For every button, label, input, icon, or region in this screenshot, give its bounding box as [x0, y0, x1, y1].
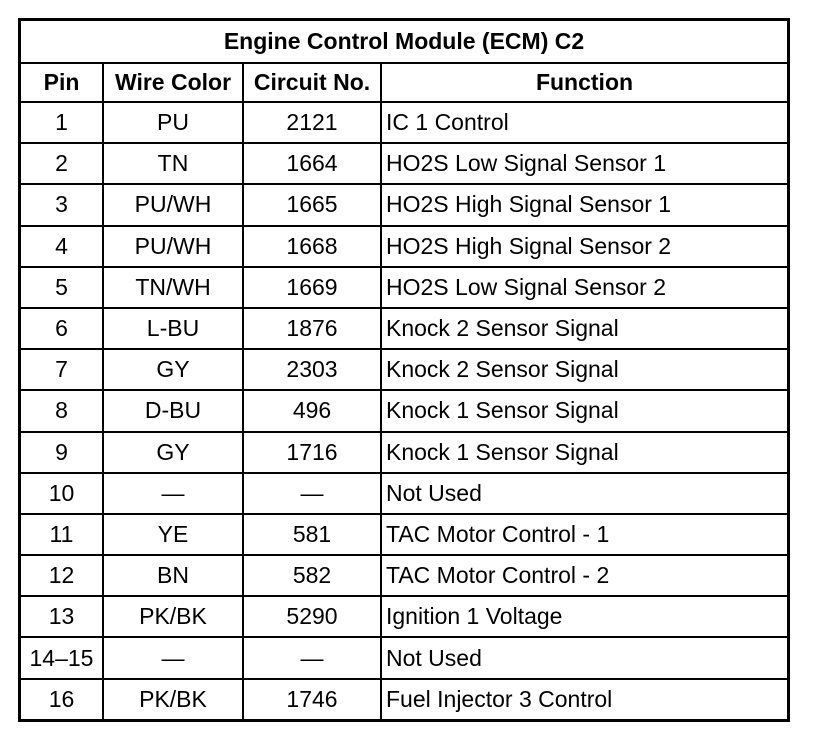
circuit-number-cell: 2121 [243, 102, 381, 143]
table-body [21, 102, 787, 719]
table-row [21, 432, 787, 473]
ecm-c2-pinout-table [21, 21, 787, 719]
pin-cell: 11 [21, 514, 103, 555]
table-row [21, 555, 787, 596]
wire-color-cell: PK/BK [103, 679, 243, 719]
pin-cell: 16 [21, 679, 103, 719]
function-cell: HO2S High Signal Sensor 2 [381, 226, 787, 267]
wire-color-cell: PK/BK [103, 596, 243, 637]
column-header-wire-color: Wire Color [103, 63, 243, 102]
function-cell: HO2S Low Signal Sensor 2 [381, 267, 787, 308]
circuit-number-cell: 582 [243, 555, 381, 596]
connector-table-frame [18, 18, 790, 722]
pin-cell: 2 [21, 143, 103, 184]
circuit-number-cell: 5290 [243, 596, 381, 637]
function-cell: Not Used [381, 637, 787, 678]
pin-cell: 13 [21, 596, 103, 637]
function-cell: Not Used [381, 473, 787, 514]
circuit-number-cell: 1876 [243, 308, 381, 349]
circuit-number-cell: 1746 [243, 679, 381, 719]
pin-cell: 1 [21, 102, 103, 143]
column-header-function: Function [381, 63, 787, 102]
circuit-number-cell: 1669 [243, 267, 381, 308]
circuit-number-cell: 1668 [243, 226, 381, 267]
table-row [21, 679, 787, 719]
wire-color-cell: PU/WH [103, 184, 243, 225]
table-row [21, 596, 787, 637]
pin-cell: 10 [21, 473, 103, 514]
pin-cell: 9 [21, 432, 103, 473]
function-cell: HO2S Low Signal Sensor 1 [381, 143, 787, 184]
circuit-number-cell: — [243, 637, 381, 678]
table-row [21, 514, 787, 555]
wire-color-cell: GY [103, 432, 243, 473]
function-cell: Fuel Injector 3 Control [381, 679, 787, 719]
table-row [21, 102, 787, 143]
circuit-number-cell: — [243, 473, 381, 514]
column-header-pin: Pin [21, 63, 103, 102]
column-header-circuit-no: Circuit No. [243, 63, 381, 102]
pin-cell: 6 [21, 308, 103, 349]
wire-color-cell: YE [103, 514, 243, 555]
circuit-number-cell: 1665 [243, 184, 381, 225]
circuit-number-cell: 1716 [243, 432, 381, 473]
function-cell: Knock 1 Sensor Signal [381, 432, 787, 473]
table-row [21, 184, 787, 225]
function-cell: Knock 1 Sensor Signal [381, 390, 787, 431]
header-row [21, 63, 787, 102]
wire-color-cell: PU/WH [103, 226, 243, 267]
wire-color-cell: — [103, 637, 243, 678]
wire-color-cell: BN [103, 555, 243, 596]
function-cell: HO2S High Signal Sensor 1 [381, 184, 787, 225]
table-row [21, 349, 787, 390]
table-title: Engine Control Module (ECM) C2 [21, 21, 787, 63]
function-cell: Knock 2 Sensor Signal [381, 308, 787, 349]
circuit-number-cell: 496 [243, 390, 381, 431]
pin-cell: 8 [21, 390, 103, 431]
pin-cell: 4 [21, 226, 103, 267]
title-row [21, 21, 787, 63]
pin-cell: 14–15 [21, 637, 103, 678]
function-cell: Ignition 1 Voltage [381, 596, 787, 637]
table-row [21, 637, 787, 678]
wire-color-cell: TN/WH [103, 267, 243, 308]
table-row [21, 473, 787, 514]
pin-cell: 5 [21, 267, 103, 308]
function-cell: Knock 2 Sensor Signal [381, 349, 787, 390]
wire-color-cell: PU [103, 102, 243, 143]
table-row [21, 143, 787, 184]
pin-cell: 12 [21, 555, 103, 596]
wire-color-cell: GY [103, 349, 243, 390]
wire-color-cell: — [103, 473, 243, 514]
function-cell: IC 1 Control [381, 102, 787, 143]
table-row [21, 308, 787, 349]
circuit-number-cell: 581 [243, 514, 381, 555]
function-cell: TAC Motor Control - 1 [381, 514, 787, 555]
table-row [21, 267, 787, 308]
pin-cell: 7 [21, 349, 103, 390]
wire-color-cell: L-BU [103, 308, 243, 349]
pin-cell: 3 [21, 184, 103, 225]
table-row [21, 226, 787, 267]
wire-color-cell: TN [103, 143, 243, 184]
wire-color-cell: D-BU [103, 390, 243, 431]
function-cell: TAC Motor Control - 2 [381, 555, 787, 596]
circuit-number-cell: 2303 [243, 349, 381, 390]
circuit-number-cell: 1664 [243, 143, 381, 184]
table-row [21, 390, 787, 431]
